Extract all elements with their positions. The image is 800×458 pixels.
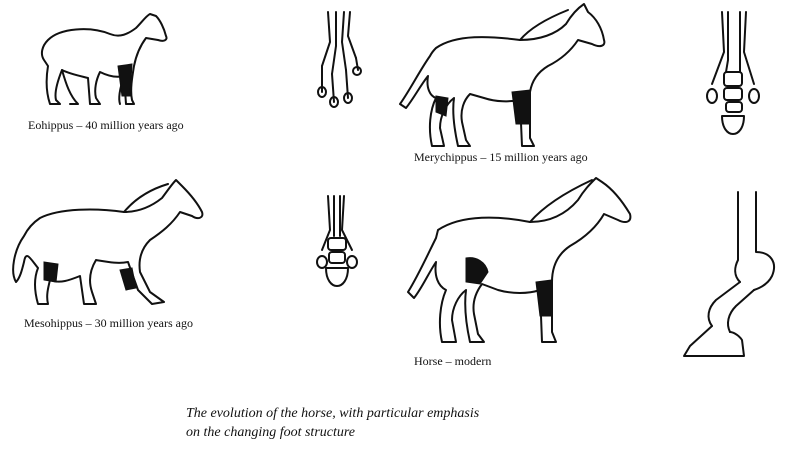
modern-horse-foot-drawing bbox=[684, 192, 774, 356]
caption-line-2: on the changing foot structure bbox=[186, 425, 356, 440]
caption-line-1: The evolution of the horse, with particular emphasis bbox=[186, 406, 480, 421]
mesohippus-label: Mesohippus – 30 million years ago bbox=[24, 316, 193, 330]
mesohippus-drawing bbox=[13, 180, 202, 304]
eohippus-label: Eohippus – 40 million years ago bbox=[28, 118, 184, 132]
modern-horse-label: Horse – modern bbox=[414, 354, 492, 368]
merychippus-foot-drawing bbox=[707, 12, 759, 134]
modern-horse-drawing bbox=[408, 178, 630, 342]
eohippus-drawing bbox=[42, 14, 167, 104]
eohippus-foot-drawing bbox=[318, 12, 361, 107]
mesohippus-foot-drawing bbox=[317, 196, 357, 286]
figure-caption bbox=[186, 404, 479, 442]
merychippus-label: Merychippus – 15 million years ago bbox=[414, 150, 588, 164]
merychippus-drawing bbox=[400, 4, 604, 146]
